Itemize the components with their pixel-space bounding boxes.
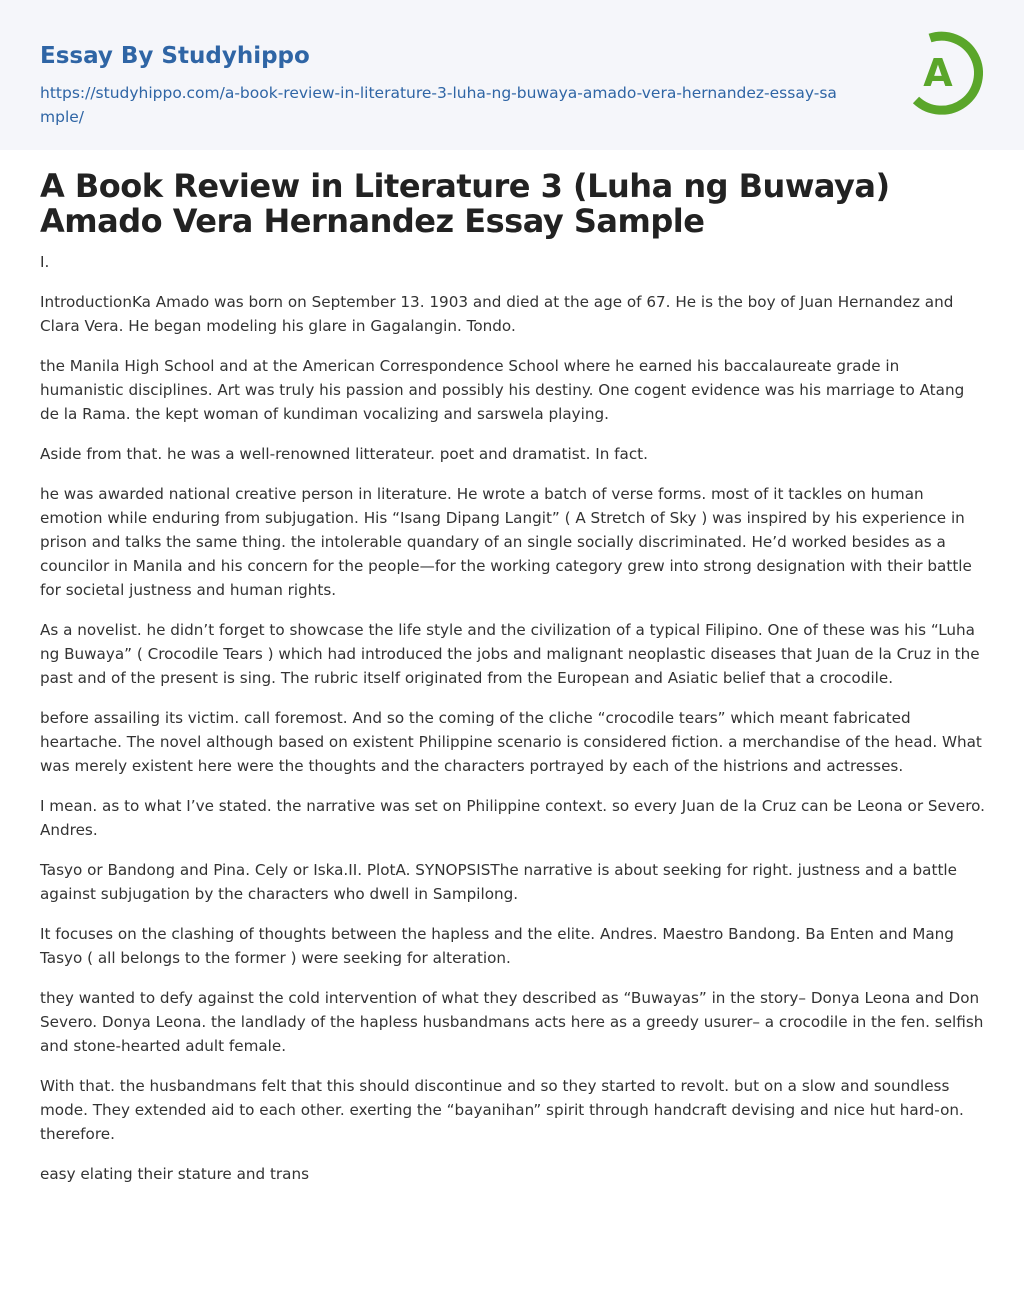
article-body [40, 250, 985, 1202]
source-url-link[interactable]: https://studyhippo.com/a-book-review-in-literature-3-luha-ng-buwaya-amado-vera-hernandez-essay-sample/ [40, 84, 837, 126]
paragraph: I. [40, 253, 50, 271]
paragraph: easy elating their stature and trans [40, 1165, 310, 1183]
paragraph: I mean. as to what I’ve stated. the narrative was set on Philippine context. so every Juan de la Cruz can be Leona or Severo. Andres. [40, 797, 985, 839]
logo-letter: A [923, 51, 953, 95]
paragraph: IntroductionKa Amado was born on September 13. 1903 and died at the age of 67. He is the boy of Juan Hernandez and Clara Vera. He began modeling his glare in Gagalangin. Tondo. [40, 293, 954, 335]
site-brand[interactable]: Essay By Studyhippo [40, 43, 310, 69]
paragraph: With that. the husbandmans felt that this should discontinue and so they started to revolt. but on a slow and soundless mode. They extended aid to each other. exerting the “bayanihan” spirit through handcraft devising and nice hut hard-on. therefore. [40, 1077, 964, 1143]
paragraph: Tasyo or Bandong and Pina. Cely or Iska.II. PlotA. SYNOPSISThe narrative is about seeking for right. justness and a battle against subjugation by the characters who dwell in Sampilong. [40, 861, 957, 903]
paragraph: Aside from that. he was a well-renowned litterateur. poet and dramatist. In fact. [40, 445, 648, 463]
paragraph: before assailing its victim. call foremost. And so the coming of the cliche “crocodile tears” which meant fabricated heartache. The novel although based on existent Philippine scenario is considered fiction. a merchandise of the head. What was merely existent here were the thoughts and the characters portrayed by each of the histrions and actresses. [40, 709, 982, 775]
paragraph: they wanted to defy against the cold intervention of what they described as “Buwayas” in the story– Donya Leona and Don Severo. Donya Leona. the landlady of the hapless husbandmans acts here as a greedy usurer– a crocodile in the fen. selfish and stone-hearted adult female. [40, 989, 984, 1055]
article-title: A Book Review in Literature 3 (Luha ng Buwaya) Amado Vera Hernandez Essay Sample [40, 167, 890, 240]
paragraph: As a novelist. he didn’t forget to showcase the life style and the civilization of a typical Filipino. One of these was his “Luha ng Buwaya” ( Crocodile Tears ) which had introduced the jobs and malignant neoplastic diseases that Juan de la Cruz in the past and of the present is sing. The rubric itself originated from the European and Asiatic belief that a crocodile. [40, 621, 980, 687]
paragraph: It focuses on the clashing of thoughts between the hapless and the elite. Andres. Maestro Bandong. Ba Enten and Mang Tasyo ( all belongs to the former ) were seeking for alteration. [40, 925, 954, 967]
paragraph: the Manila High School and at the American Correspondence School where he earned his baccalaureate grade in humanistic disciplines. Art was truly his passion and possibly his destiny. One cogent evidence was his marriage to Atang de la Rama. the kept woman of kundiman vocalizing and sarswela playing. [40, 357, 965, 423]
paragraph: he was awarded national creative person in literature. He wrote a batch of verse forms. most of it tackles on human emotion while enduring from subjugation. His “Isang Dipang Langit” ( A Stretch of Sky ) was inspired by his experience in prison and talks the same thing. the intolerable quandary of an single socially discriminated. He’d worked besides as a councilor in Manila and his concern for the people—for the working category grew into strong designation with their battle for societal justness and human rights. [40, 485, 972, 599]
studyhippo-logo-icon[interactable] [908, 28, 988, 116]
site-header [0, 0, 1024, 150]
